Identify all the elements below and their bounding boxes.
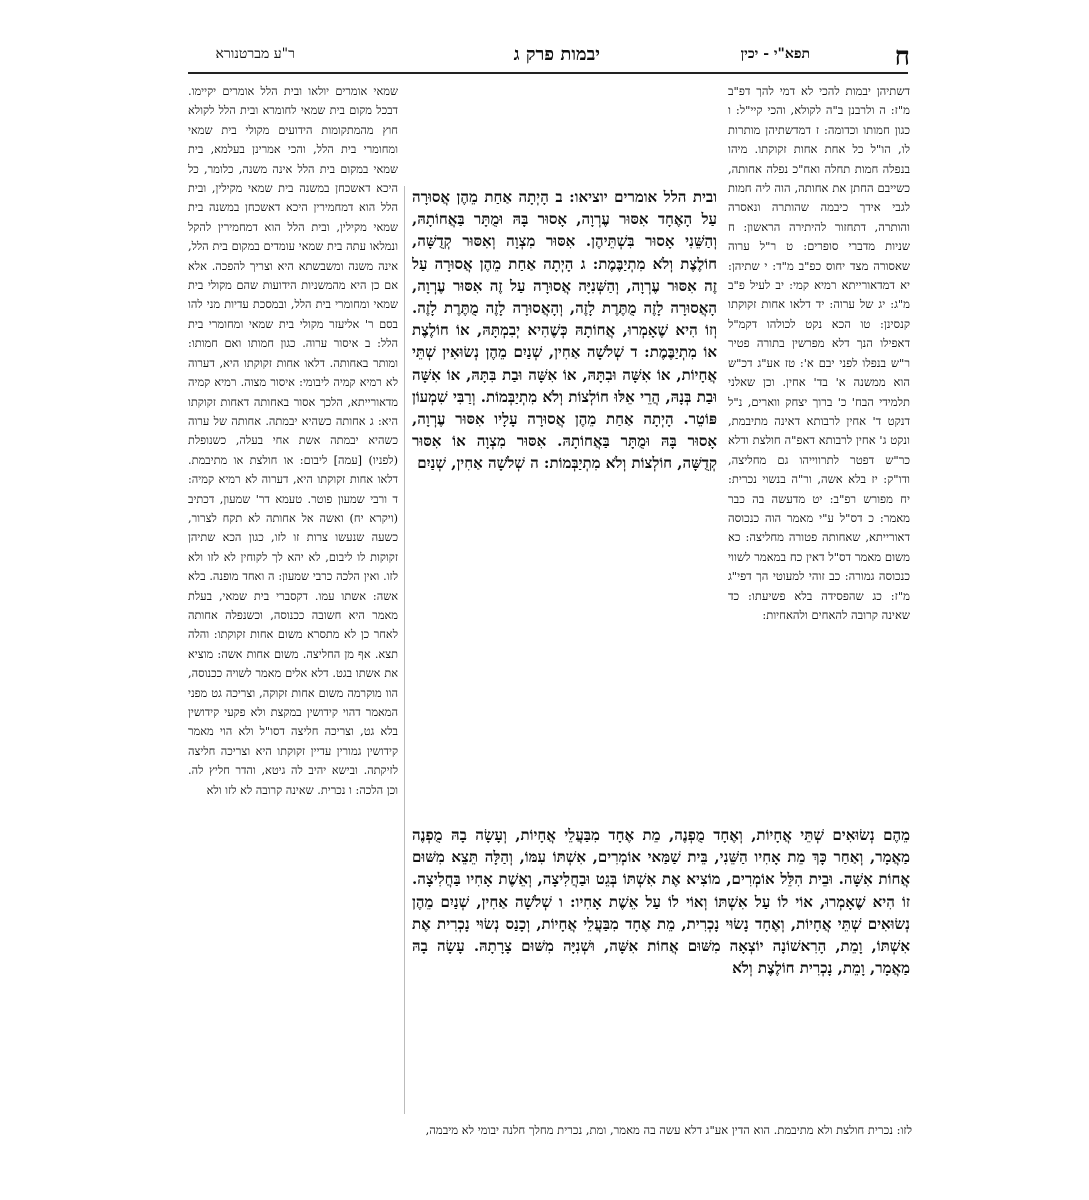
mishna-text-bottom: מֵהֶם נְשׂוּאִים שְׁתֵּי אֲחָיוֹת, וְאֶחָד מֻפְנֶה, מֵת אֶחָד מִבַּעֲלֵי אֲחָיוֹת, וְעָשָׂה בָהּ מֻפְנֶה מַאֲמָר, וְאַחַר כָּךְ מֵת אָחִיו הַשֵּׁנִי, בֵּית שַׁמַּאי אוֹמְרִים, אִשְׁתּוֹ עִמּוֹ, וְהַלָּה תֵּצֵא מִשּׁוּם אֲחוֹת אִשָּׁה. וּבֵית הִלֵּל אוֹמְרִים, מוֹצִיא אֶת אִשְׁתּוֹ בְּגֵט וּבַחֲלִיצָה, וְאֵשֶׁת אָחִיו בַּחֲלִיצָה. זוֹ הִיא שֶׁאָמְרוּ, אוֹי לוֹ עַל אִשְׁתּוֹ וְאוֹי לוֹ עַל אֵשֶׁת אָחִיו: ו שְׁלֹשָׁה אַחִין, שְׁנַיִם מֵהֶן נְשׂוּאִים שְׁתֵּי אֲחָיוֹת, וְאֶחָד נָשׂוּי נָכְרִית, מֵת אֶחָד מִבַּעֲלֵי אֲחָיוֹת, וְכָנַס נְשׂוּי נָכְרִית אֶת אִשְׁתּוֹ, וָמֵת, הָרִאשׁוֹנָה יוֹצְאָה מִשּׁוּם אֲחוֹת אִשָּׁה, וּשְׁנִיָּה מִשּׁוּם צָרָתָהּ. עָשָׂה בָהּ מַאֲמָר, וָמֵת, נָכְרִית חוֹלֶצֶת וְלֹא [412, 826, 910, 978]
tiferet-yisrael-commentary: דשתיהן יבמות להכי לא דמי להך דפ"ב מ"ז: ה ולרבנן ב"ה לקולא, והכי קיי"ל: ו כגון חמותו וכדומה: ז דמדשתיהן מותרות לו, הו"ל כל אחת אחות זקוקתו. מיהו בנפלה חמות תחלה ואח"כ נפלה אחותה, כשייבם החתן את אחותה, הוה ליה חמות לגבי אידך כיבמה שהותרה ונאסרה והותרה, דתחזור להיתירה הראשון: ח שניות מדברי סופרים: ט ר"ל ערוה שאסורה מצד יחוס כפ"ב מ"ד: י שתיהן: יא דמדאורייתא רמיא קמי: יב לעיל פ"ב מ"ג: יג של ערוה: יד דלאו אחות זקוקתו קנסינן: טו הכא נקט לכולהו דקמ"ל דאפילו הנך דלא מפרשין בתורה פטיר ר"ש בנפלו לפני יבם א': טז אע"ג דכ"ש הוא ממשנה א' בד' אחין. וכן שאלני תלמידי הבח' כ' ברוך יצחק ווארים, נ"ל דנקט ד' אחין לרבותא דאינה מתיבמת, ונקט ג' אחין לרבותא דאפ"ה חולצת ודלא כר"ש דפטר לתרווייהו גם מחליצה, ודו"ק: יז בלא אשה, ור"ה בנשוי נכרית: יח מפורש רפ"ב: יט מדעשה בה כבר מאמר: כ דס"ל ע"י מאמר הוה כנכוסה דאורייתא, שאחותה פטורה מחליצה: כא משום מאמר דס"ל דאין כח במאמר לשווי כנכוסה גמורה: כב זוהי למעוטי הך דפי"ג מ"ז: כג שהפסידה בלא פשיעתו: כד שאינה קרובה להאחים ולהאחיות: [728, 84, 910, 622]
page-number: ח [894, 42, 910, 72]
bartenura-top: שמאי אומרים יולאו ובית הלל אומרים יקיימו. דבכל מקום בית שמאי לחומרא ובית הלל לקולא חוץ מהמתקומות הידועים מקולי בית שמאי ומחומרי בית הלל, והכי אמרינן בעלמא, בית שמאי במקום בית הלל אינה משנה, כלומר, כל היכא דאשכחן במשנה בית שמאי מקילין, ובית הלל הוא דמחמירין [188, 85, 398, 215]
header-rule [188, 72, 908, 74]
tractate-title: יבמות פרק ג [513, 44, 600, 65]
mishna-text-column: ובית הלל אומרים יוציאו: ב הָיְתָה אַחַת מֵהֶן אֲסוּרָה עַל הָאֶחָד אִסּוּר עֶרְוָה, אָסוּר בָּהּ וּמֻתָּר בַּאֲחוֹתָהּ, וְהַשֵּׁנִי אָסוּר בִּשְׁתֵּיהֶן. אִסּוּר מִצְוָה וְאִסּוּר קְדֻשָּׁה, חוֹלֶצֶת וְלֹא מִתְיַבֶּמֶת: ג הָיְתָה אַחַת מֵהֶן אֲסוּרָה עַל זֶה אִסּוּר עֶרְוָה, וְהַשְּׁנִיָּה אֲסוּרָה עַל זֶה אִסּוּר עֶרְוָה, הָאֲסוּרָה לָזֶה מֻתֶּרֶת לָזֶה, וְהָאֲסוּרָה לָזֶה מֻתֶּרֶת לָזֶה. וְזוֹ הִיא שֶׁאָמְרוּ, אֲחוֹתָהּ כְּשֶׁהִיא יְבִמְתָּהּ, אוֹ חוֹלֶצֶת אוֹ מִתְיַבֶּמֶת: ד שְׁלֹשָׁה אַחִין, שְׁנַיִם מֵהֶן נְשׂוּאִין שְׁתֵּי אֲחָיוֹת, אוֹ אִשָּׁה וּבִתָּהּ, אוֹ אִשָּׁה וּבַת בִּתָּהּ, אוֹ אִשָּׁה וּבַת בְּנָהּ, הֲרֵי אֵלּוּ חוֹלְצוֹת וְלֹא מִתְיַבְּמוֹת. וְרַבִּי שִׁמְעוֹן פּוֹטֵר. הָיְתָה אַחַת מֵהֶן אֲסוּרָה עָלָיו אִסּוּר עֶרְוָה, אָסוּר בָּהּ וּמֻתָּר בַּאֲחוֹתָהּ. אִסּוּר מִצְוָה אוֹ אִסּוּר קְדֻשָּׁה, חוֹלְצוֹת וְלֹא מִתְיַבְּמוֹת: ה שְׁלֹשָׁה אַחִין, שְׁנַיִם [412, 188, 717, 473]
commentary-ref-left: תפא"י - יכין [740, 46, 810, 62]
commentary-ref-right: ר"ע מברטנורא [215, 46, 295, 62]
bartenura-commentary [188, 82, 398, 1112]
column-divider [404, 186, 405, 1114]
footer-commentary: לזו: נכרית חולצת ולא מתיבמת. הוא הדין אע"ג דלא עשה בה מאמר, ומת, נכרית מחלך חלנה יבומי לא מיבמה, [425, 1123, 912, 1137]
page-header [190, 38, 910, 74]
bartenura-body: היכא דאשכחן במשנה בית שמאי מקילין, ובית הלל הוא דמחמירין להקל ונמלאו עתה בית שמאי עומדים במקום בית הלל, אינה משנה ומשבשתא היא וצריך להפכה. אלא אם כן היא מהמשניות הידועות שהם מקולי בית שמאי ומחומרי בית הלל, ובמסכת עדיות מני להו בסם ר' אליעזר מקולי בית שמאי ומחומרי בית הלל: ב איסור ערוה. כגון חמותו ואם חמותו: ומותר באחותה. דלאו אחות זקוקתו היא, דערוה לא רמיא קמיה ליבומי: איסור מצוה. רמיא קמיה מדאורייתא, הלכך אסור באחותה דאחות זקוקתו היא: ג אחותה כשהיא יבמתה. אחותה של ערוה כשהיא יבמתה אשת אחי בעלה, כשנופלת (לפניו) [עמה] ליבום: או חולצת או מתיבמת. דלאו אחות זקוקתו היא, דערוה לא רמיא קמיה: ד ורבי שמעון פוטר. טעמא דר' שמעון, דכתיב (ויקרא יח) ואשה אל אחותה לא תקח לצרור, כשעה שנעשו צרות זו לזו, כגון הכא שתיהן זקוקות לו ליבום, לא יהא לך לקוחין לא לזו ולא לזו. ואין הלכה כרבי שמעון: ה ואחד מופנה. בלא אשה: אשתו עמו. דקסברי בית שמאי, בעלת מאמר היא חשובה ככנוסה, וכשנפלה אחותה לאחר כן לא מתסרא משום אחות זקוקתו: והלה תצא. אף מן החליצה. משום אחות אשה: מוציא את אשתו בגט. דלא אלים מאמר לשויה ככנוסה, הוו מוקרמה משום אחות זקוקה, וצריכה גט מפני המאמר דהוי קידושין במקצת ולא פקעי קידושין בלא גט, וצריכה חליצה דסו"ל ולא הוי מאמר קידושין גמורין עדיין זקוקתו היא וצריכה חליצה לזיקתה. ובישא יהיב לה גיטא, והדר חליץ לה. וכן הלכה: ו נכרית. שאינה קרובה לא לזו ולא [188, 201, 398, 797]
